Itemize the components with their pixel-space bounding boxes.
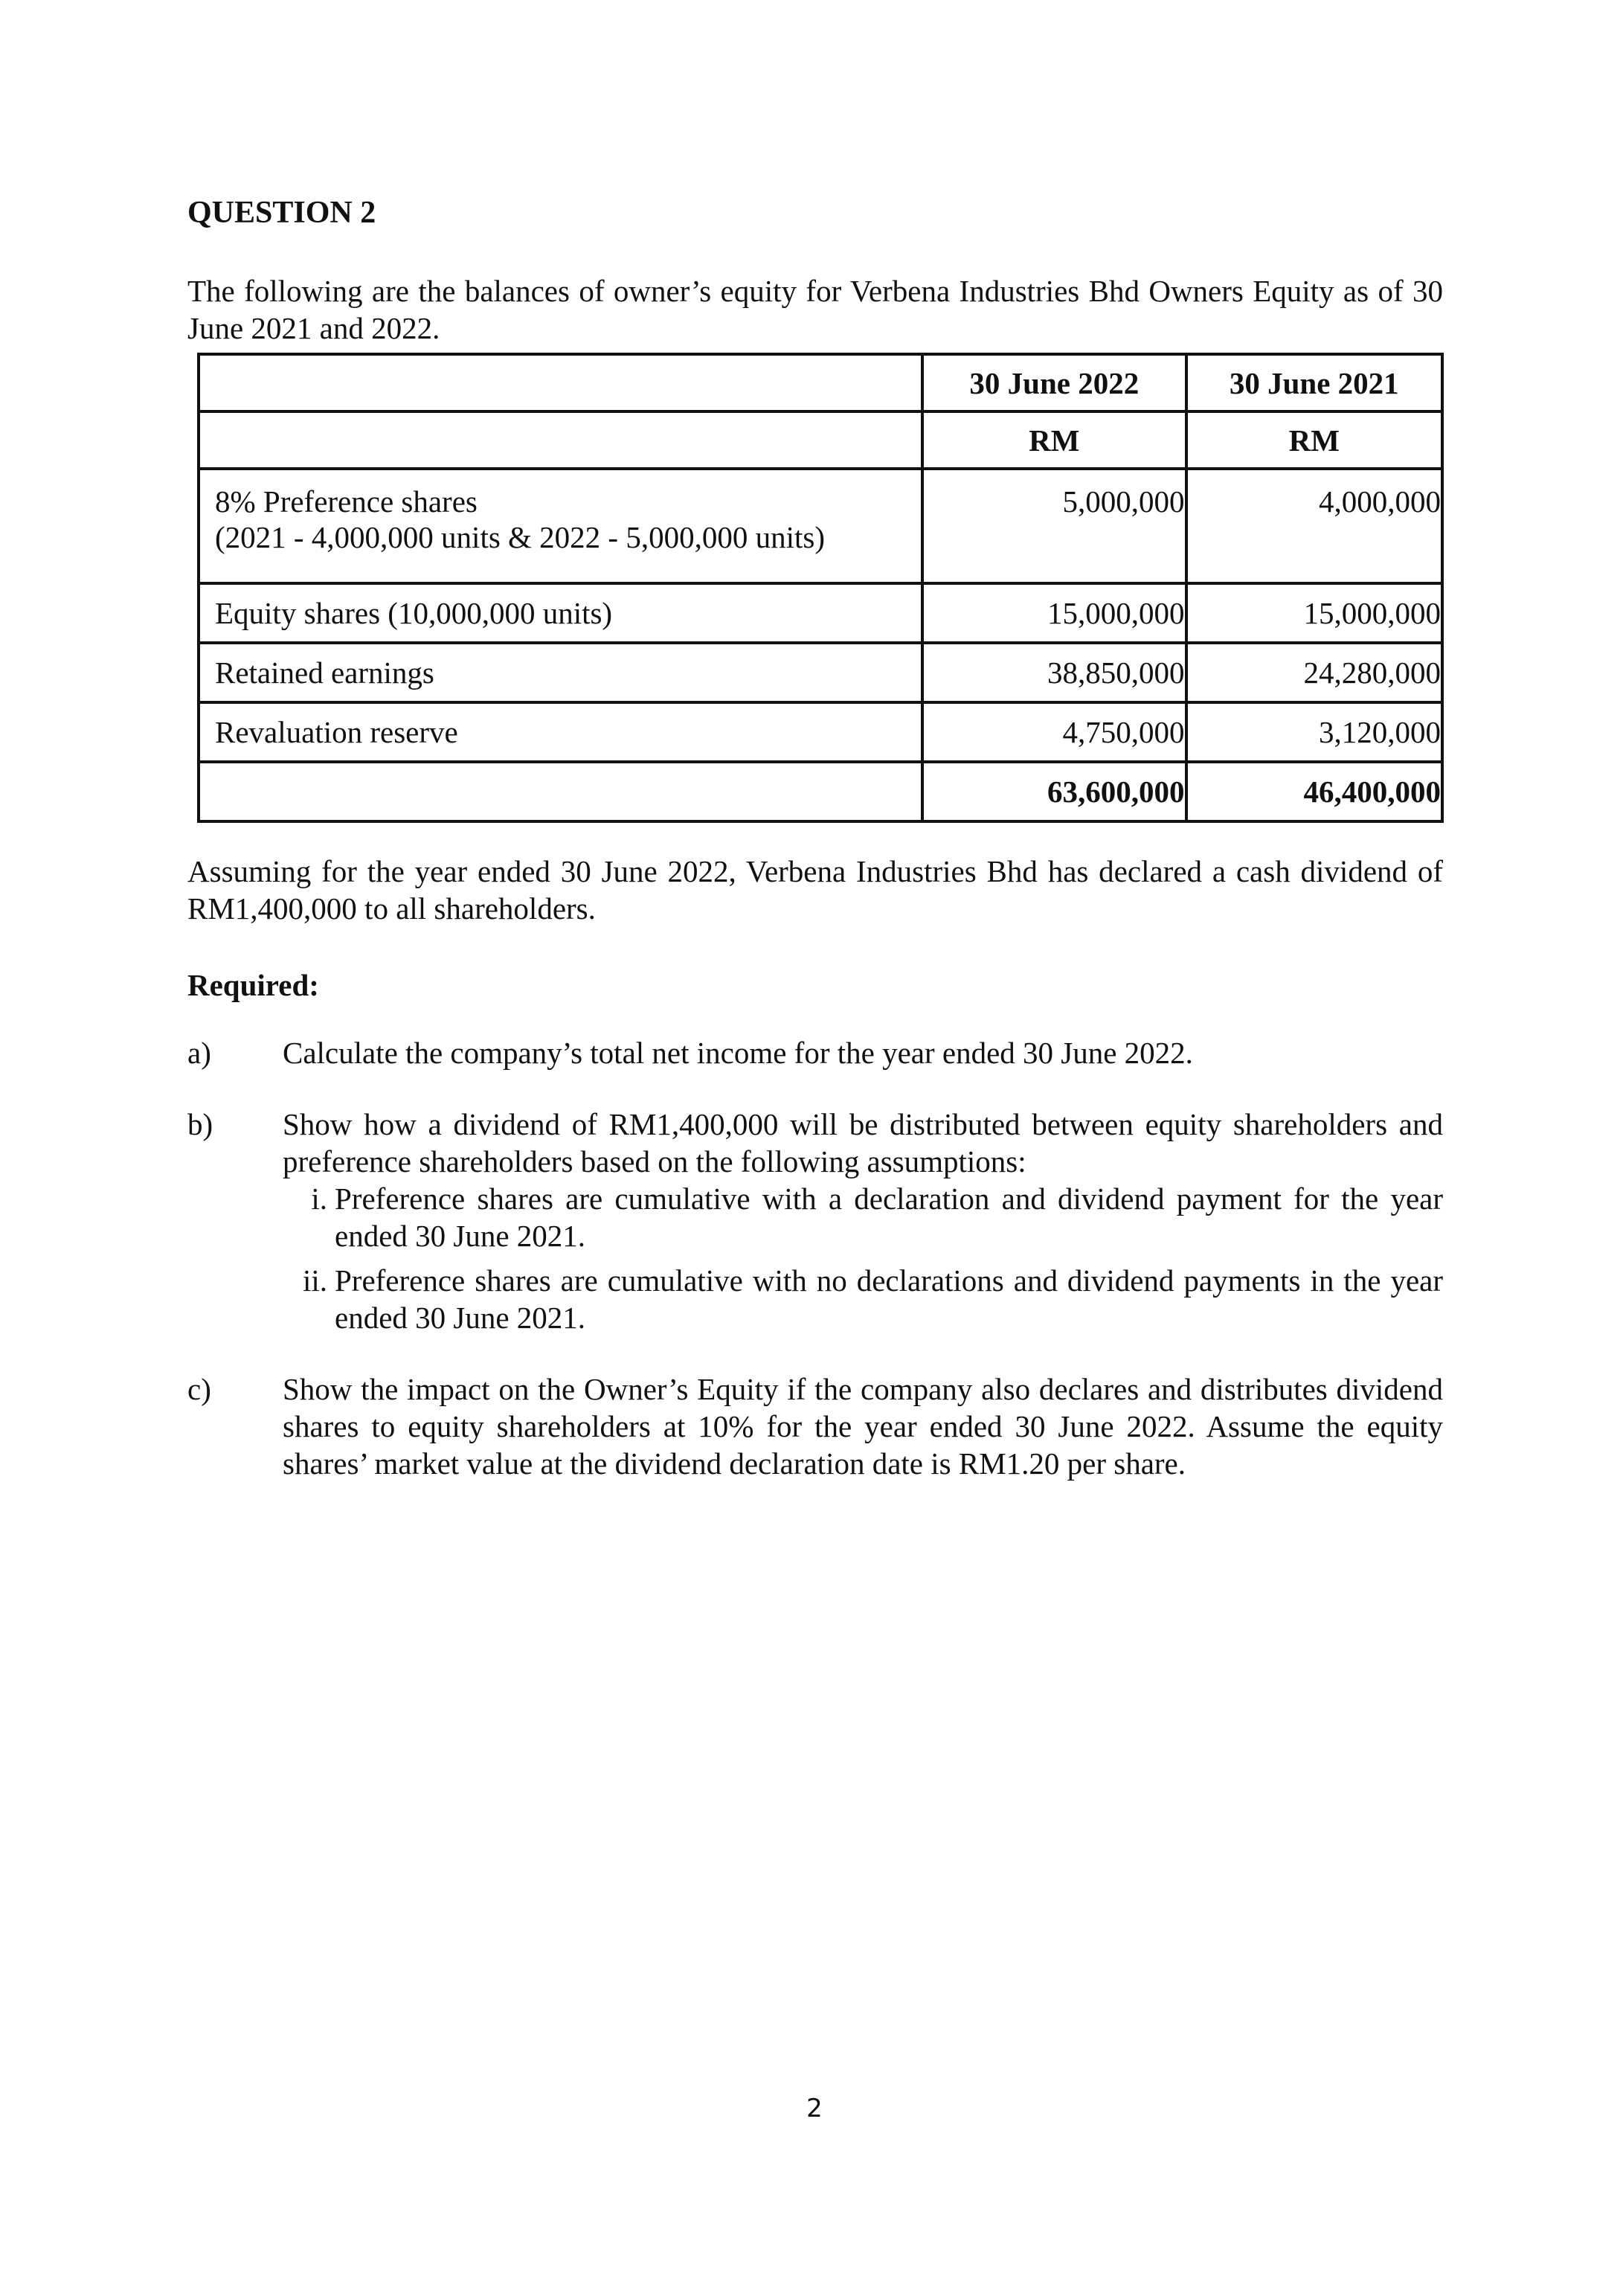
page-number: 2 <box>806 2094 823 2123</box>
assumption-paragraph: Assuming for the year ended 30 June 2022, Verbena Industries Bhd has declared a cash dividend of RM1,400,000 to all shareholders. <box>187 854 1443 926</box>
table-header-units <box>199 411 1442 469</box>
value-2021: 24,280,000 <box>1186 643 1442 702</box>
header-2021-date: 30 June 2021 <box>1186 354 1442 411</box>
item-text: Show the impact on the Owner’s Equity if the company also declares and distributes dividend shares to equity shareholders at 10% for the year ended 30 June 2022. Assume the equity shares’ market value at the dividend declaration date is RM1.20 per share. <box>283 1372 1443 1481</box>
header-2022-unit: RM <box>922 411 1186 469</box>
required-heading: Required: <box>187 968 319 1002</box>
value-2021: 3,120,000 <box>1186 702 1442 762</box>
item-letter: c) <box>187 1372 211 1406</box>
header-2021-unit: RM <box>1186 411 1442 469</box>
table-total-row <box>199 762 1442 821</box>
total-2022: 63,600,000 <box>922 762 1186 821</box>
value-2022: 15,000,000 <box>922 583 1186 643</box>
sub-item-text: Preference shares are cumulative with a declaration and dividend payment for the year ended 30 June 2021. <box>335 1181 1443 1253</box>
header-blank-cell <box>199 411 922 469</box>
table-header-dates <box>199 354 1442 411</box>
row-label <box>199 469 922 583</box>
intro-paragraph: The following are the balances of owner’s equity for Verbena Industries Bhd Owners Equity as of 30 June 2021 and 2022. <box>187 274 1443 345</box>
row-label: Revaluation reserve <box>199 702 922 762</box>
value-2022: 38,850,000 <box>922 643 1186 702</box>
pref-label-line1: 8% Preference shares <box>215 484 478 519</box>
value-2021: 4,000,000 <box>1186 469 1442 583</box>
sub-item-text: Preference shares are cumulative with no declarations and dividend payments in the year ended 30 June 2021. <box>335 1263 1443 1335</box>
item-letter: b) <box>187 1107 213 1141</box>
sub-item-number: i. <box>311 1181 327 1216</box>
row-label: Retained earnings <box>199 643 922 702</box>
table-row <box>199 643 1442 702</box>
row-label: Equity shares (10,000,000 units) <box>199 583 922 643</box>
item-letter: a) <box>187 1036 211 1070</box>
question-title: QUESTION 2 <box>187 196 376 230</box>
table-row <box>199 583 1442 643</box>
header-blank-cell <box>199 354 922 411</box>
owners-equity-table <box>197 353 1444 823</box>
table-row <box>199 469 1442 583</box>
total-blank-cell <box>199 762 922 821</box>
pref-label-line2: (2021 - 4,000,000 units & 2022 - 5,000,000 units) <box>215 520 825 554</box>
item-text: Calculate the company’s total net income for the year ended 30 June 2022. <box>283 1036 1193 1070</box>
value-2021: 15,000,000 <box>1186 583 1442 643</box>
value-2022: 5,000,000 <box>922 469 1186 583</box>
item-text: Show how a dividend of RM1,400,000 will be distributed between equity shareholders and preference shareholders based on the following assumptions: <box>283 1107 1443 1179</box>
sub-item-number: ii. <box>302 1263 327 1298</box>
total-2021: 46,400,000 <box>1186 762 1442 821</box>
value-2022: 4,750,000 <box>922 702 1186 762</box>
table-row <box>199 702 1442 762</box>
header-2022-date: 30 June 2022 <box>922 354 1186 411</box>
